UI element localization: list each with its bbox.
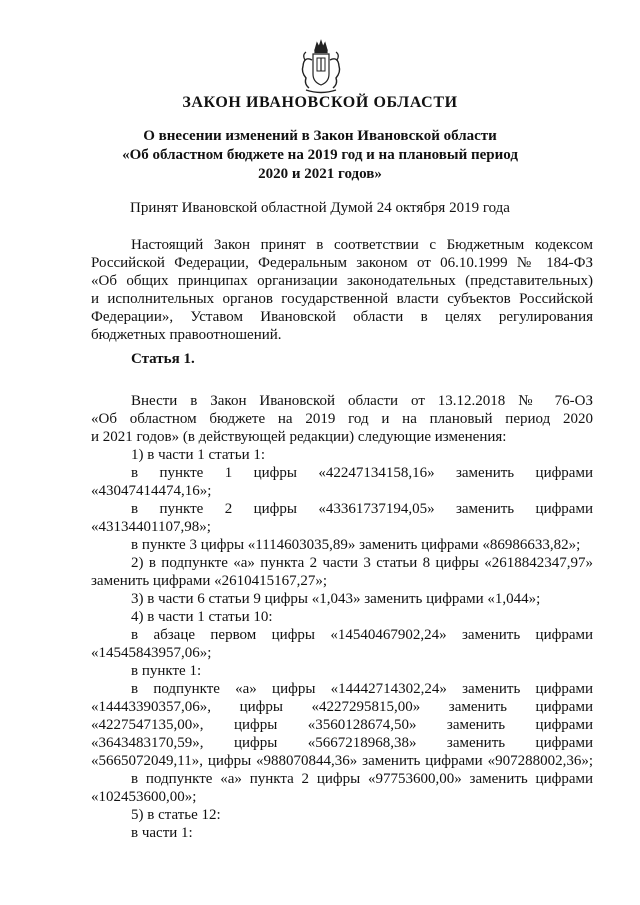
article-line: в пункте 1 цифры «42247134158,16» заменить цифрами	[131, 465, 593, 481]
law-title: ЗАКОН ИВАНОВСКОЙ ОБЛАСТИ	[182, 94, 458, 111]
article-line: «3643483170,59», цифры «5667218968,38» заменить цифрами	[91, 735, 593, 751]
article-line: 4) в части 1 статьи 10:	[131, 609, 273, 625]
article-line: «102453600,00»;	[91, 789, 197, 805]
article-line: 3) в части 6 статьи 9 цифры «1,043» заменить цифрами «1,044»;	[131, 591, 541, 607]
article-line: и 2021 годов» (в действующей редакции) следующие изменения:	[91, 429, 507, 445]
article-line: Внести в Закон Ивановской области от 13.12.2018 № 76-ОЗ	[131, 393, 593, 409]
article-line: в пункте 1:	[131, 663, 202, 679]
article-line: в подпункте «а» пункта 2 цифры «97753600,00» заменить цифрами	[131, 771, 593, 787]
preamble-line: Настоящий Закон принят в соответствии с Бюджетным кодексом	[131, 237, 593, 253]
article-line: заменить цифрами «2610415167,27»;	[91, 573, 328, 589]
preamble-line: Российской Федерации, Федеральным законом от 06.10.1999 № 184-ФЗ	[91, 255, 593, 271]
preamble-line: «Об общих принципах организации законодательных (представительных)	[91, 273, 593, 289]
article-line: в пункте 3 цифры «1114603035,89» заменить цифрами «86986633,82»;	[131, 537, 581, 553]
law-subtitle-line: «Об областном бюджете на 2019 год и на плановый период	[122, 147, 518, 163]
article-line: «14443390357,06», цифры «4227295815,00» заменить цифрами	[91, 699, 593, 715]
article-heading: Статья 1.	[131, 351, 195, 367]
article-line: 1) в части 1 статьи 1:	[131, 447, 266, 463]
preamble-line: бюджетных правоотношений.	[91, 327, 282, 343]
article-line: в части 1:	[131, 825, 193, 841]
preamble-line: Федерации», Уставом Ивановской области в целях регулирования	[91, 309, 593, 325]
ivanovo-coat-of-arms-icon	[296, 38, 346, 96]
adoption-date-line: Принят Ивановской областной Думой 24 октября 2019 года	[130, 200, 510, 216]
article-line: 2) в подпункте «а» пункта 2 части 3 статьи 8 цифры «2618842347,97»	[131, 555, 593, 571]
law-subtitle-line: 2020 и 2021 годов»	[258, 166, 382, 182]
article-line: «Об областном бюджете на 2019 год и на плановый период 2020	[91, 411, 593, 427]
article-line: «5665072049,11», цифры «988070844,36» заменить цифрами «907288002,36»;	[91, 753, 593, 769]
article-line: «14545843957,06»;	[91, 645, 212, 661]
article-line: в подпункте «а» цифры «14442714302,24» заменить цифрами	[131, 681, 593, 697]
article-line: «43047414474,16»;	[91, 483, 212, 499]
article-line: «4227547135,00», цифры «3560128674,50» заменить цифрами	[91, 717, 593, 733]
article-line: 5) в статье 12:	[131, 807, 221, 823]
article-line: в абзаце первом цифры «14540467902,24» заменить цифрами	[131, 627, 593, 643]
law-subtitle-line: О внесении изменений в Закон Ивановской области	[143, 128, 497, 144]
article-line: «43134401107,98»;	[91, 519, 211, 535]
article-line: в пункте 2 цифры «43361737194,05» заменить цифрами	[131, 501, 593, 517]
preamble-line: и исполнительных органов государственной власти субъектов Российской	[91, 291, 593, 307]
